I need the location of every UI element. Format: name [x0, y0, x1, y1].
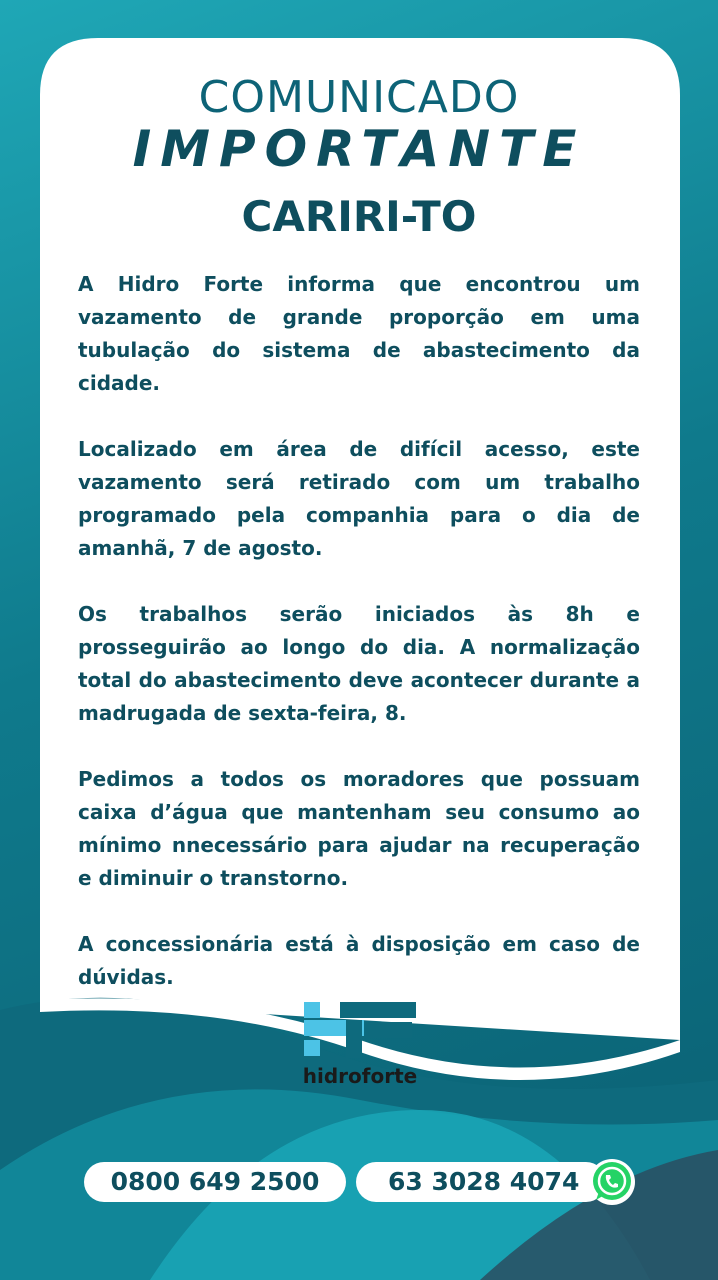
phone-number-1[interactable]: 0800 649 2500 [84, 1162, 346, 1202]
paragraph: A concessionária está à disposição em caso de dúvidas. [78, 932, 640, 989]
title-importante: IMPORTANTE [132, 120, 586, 178]
paragraph: Pedimos a todos os moradores que possuam caixa d’água que mantenham seu consumo ao mínimo nnecessário para ajudar na recuperação e diminuir o transtorno. [78, 767, 640, 890]
paragraph: Os trabalhos serão iniciados às 8h e prosseguirão ao longo do dia. A normalização total do abastecimento deve acontecer durante a madrugada de sexta-feira, 8. [78, 602, 640, 725]
brand-name: hidroforte [302, 1064, 418, 1088]
paragraph: Localizado em área de difícil acesso, este vazamento será retirado com um trabalho programado pela companhia para o dia de amanhã, 7 de agosto. [78, 437, 640, 560]
title-comunicado: COMUNICADO [198, 72, 520, 123]
paragraph: A Hidro Forte informa que encontrou um vazamento de grande proporção em uma tubulação do sistema de abastecimento da cidade. [78, 272, 640, 395]
phone-number-2[interactable]: 63 3028 4074 [356, 1162, 606, 1202]
whatsapp-icon[interactable] [588, 1158, 636, 1206]
announcement-body [78, 268, 640, 1027]
city-name: CARIRI-TO [241, 192, 477, 241]
